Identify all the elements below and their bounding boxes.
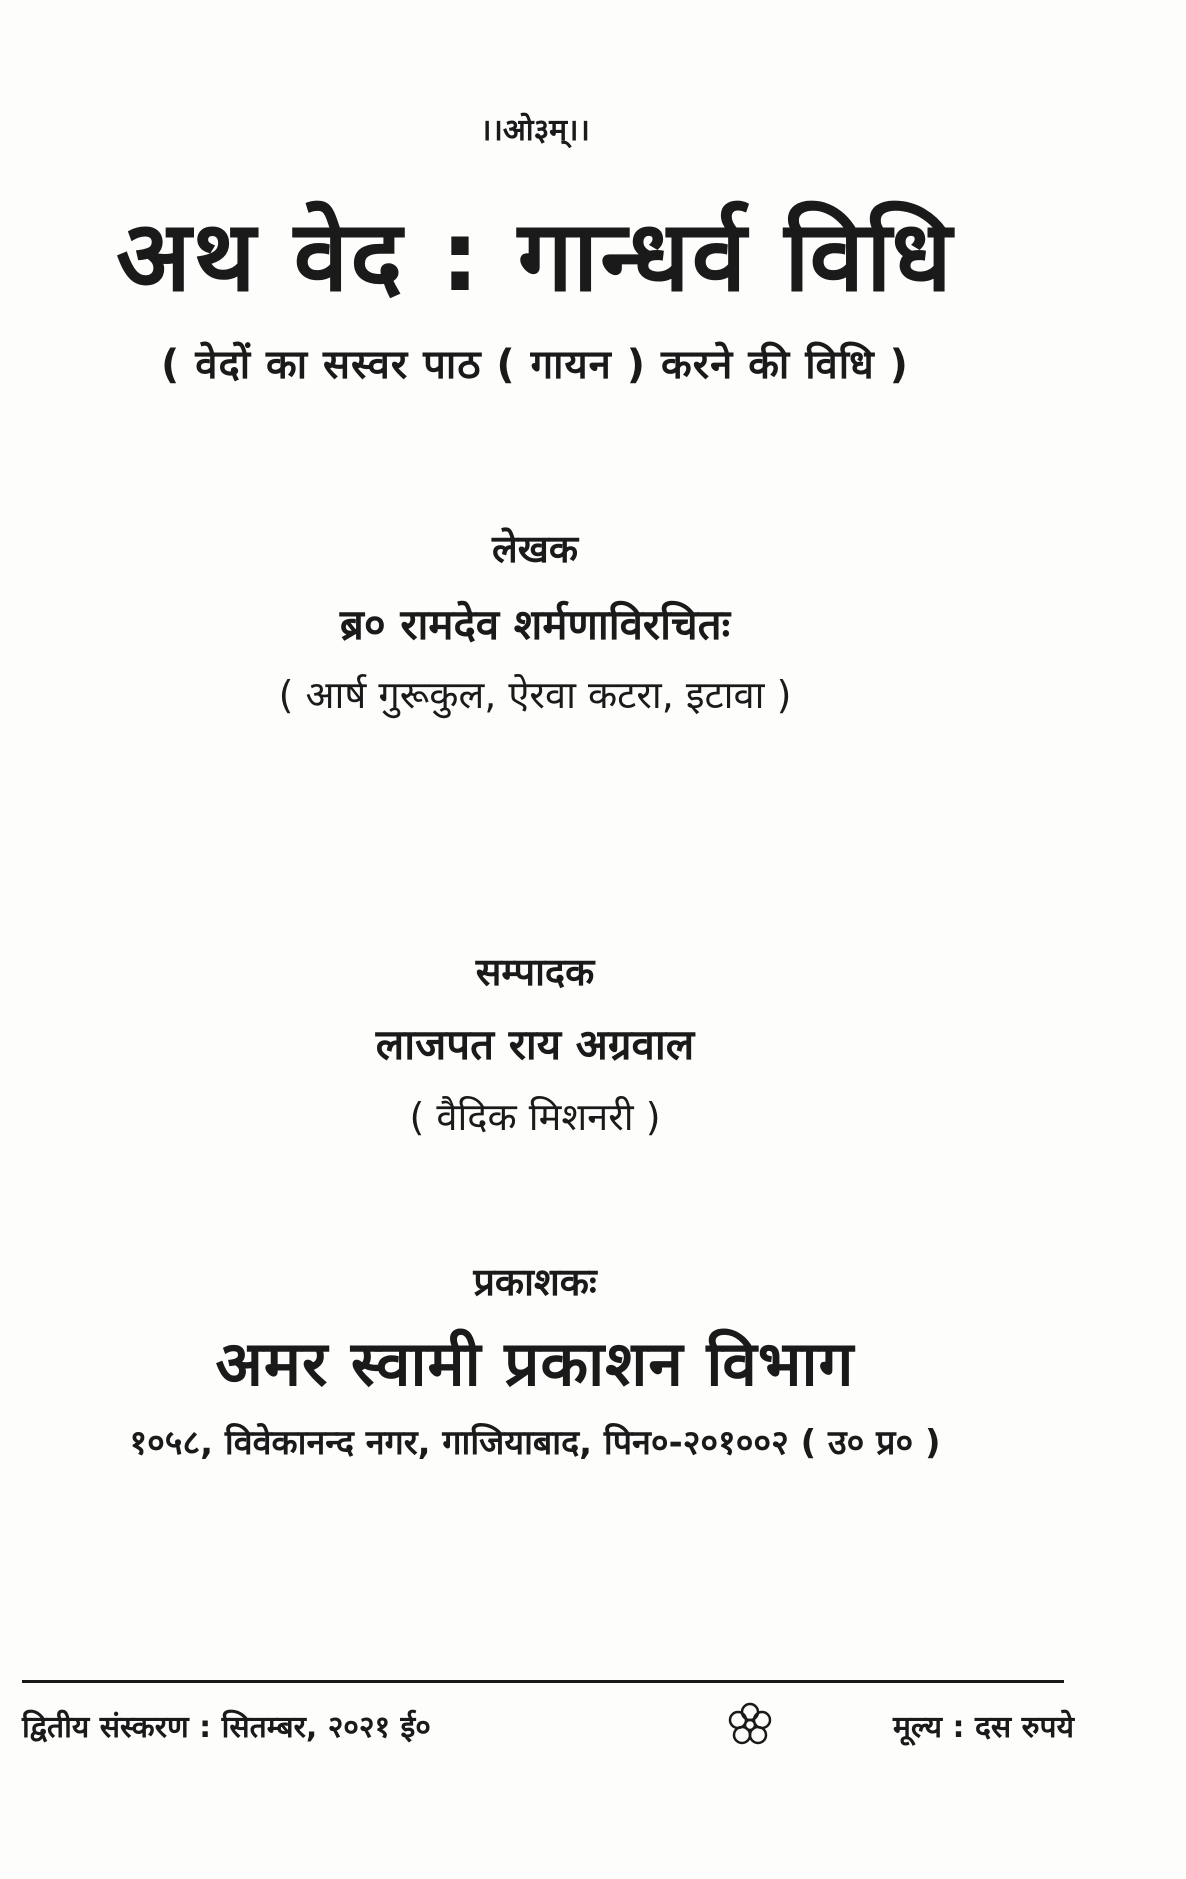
editor-name: लाजपत राय अग्रवाल: [375, 1020, 695, 1069]
book-subtitle: ( वेदों का सस्वर पाठ ( गायन ) करने की विधि ): [161, 342, 909, 388]
flower-icon: [725, 1700, 775, 1750]
price-info: मूल्य : दस रुपये: [893, 1710, 1074, 1745]
edition-info: द्वितीय संस्करण : सितम्बर, २०२१ ई०: [22, 1710, 431, 1745]
om-invocation: ।।ओ३म्।।: [480, 113, 590, 148]
book-title: अथ वेद : गान्धर्व विधि: [116, 200, 954, 314]
author-institution: ( आर्ष गुरूकुल, ऐरवा कटरा, इटावा ): [278, 673, 792, 717]
publisher-address: १०५८, विवेकानन्द नगर, गाजियाबाद, पिन०-२०१००२ ( उ० प्र० ): [129, 1423, 941, 1463]
editor-label: सम्पादक: [475, 950, 595, 994]
author-name: ब्र० रामदेव शर्मणाविरचितः: [339, 600, 731, 649]
publisher-label: प्रकाशकः: [473, 1260, 597, 1304]
author-label: लेखक: [491, 527, 579, 571]
footer-divider: [22, 1680, 1064, 1683]
editor-role: ( वैदिक मिशनरी ): [409, 1095, 661, 1139]
publisher-name: अमर स्वामी प्रकाशन विभाग: [215, 1327, 855, 1400]
